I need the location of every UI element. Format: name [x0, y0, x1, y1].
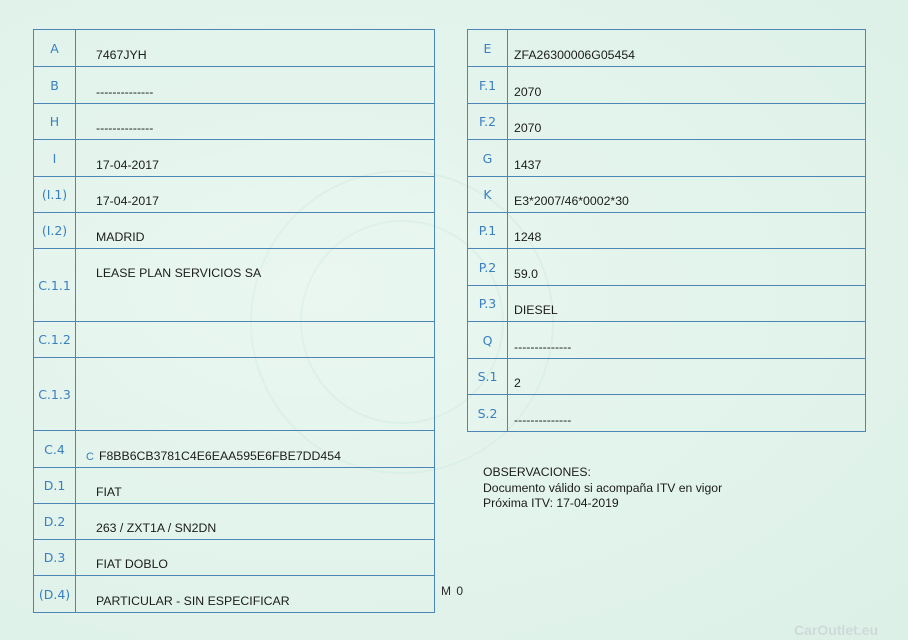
field-code: C.1.2	[34, 322, 76, 358]
field-code: A	[34, 30, 76, 67]
holder-name: LEASE PLAN SERVICIOS SA	[76, 249, 435, 322]
field-value: 263 / ZXT1A / SN2DN	[76, 504, 435, 540]
field-code: C.4	[34, 431, 76, 468]
watermark-logo: CarOutlet.eu	[793, 622, 878, 638]
right-registration-table	[467, 29, 866, 432]
field-value: --------------	[76, 104, 435, 140]
field-value: 17-04-2017	[76, 140, 435, 177]
observations-title: OBSERVACIONES:	[483, 465, 591, 479]
field-code: P.3	[468, 286, 508, 322]
field-code: (I.1)	[34, 177, 76, 213]
field-value: 2070	[508, 104, 866, 140]
field-value: 2070	[508, 67, 866, 104]
field-value: DIESEL	[508, 286, 866, 322]
field-code: C.1.1	[34, 249, 76, 322]
field-value: MADRID	[76, 213, 435, 249]
left-registration-table	[33, 29, 435, 613]
field-code: S.1	[468, 359, 508, 395]
field-value: 1248	[508, 213, 866, 249]
field-value: 1437	[508, 140, 866, 177]
field-value: FIAT DOBLO	[76, 540, 435, 576]
field-value: 2	[508, 359, 866, 395]
field-code: H	[34, 104, 76, 140]
field-code: S.2	[468, 395, 508, 432]
field-code: D.2	[34, 504, 76, 540]
field-code: F.1	[468, 67, 508, 104]
field-code: G	[468, 140, 508, 177]
field-value: ZFA26300006G05454	[508, 30, 866, 67]
field-code: D.3	[34, 540, 76, 576]
field-code: (I.2)	[34, 213, 76, 249]
code-prefix: C	[86, 451, 94, 463]
field-value	[76, 322, 435, 358]
field-code: F.2	[468, 104, 508, 140]
observations-block	[483, 465, 722, 512]
field-value	[76, 358, 435, 431]
field-code: (D.4)	[34, 576, 76, 613]
field-value: --------------	[508, 395, 866, 432]
next-itv-line: Próxima ITV: 17-04-2019	[483, 496, 619, 510]
field-value	[76, 431, 435, 468]
field-value: PARTICULAR - SIN ESPECIFICAR	[76, 576, 435, 613]
field-code: E	[468, 30, 508, 67]
field-value: E3*2007/46*0002*30	[508, 177, 866, 213]
field-value: 7467JYH	[76, 30, 435, 67]
field-code: Q	[468, 322, 508, 359]
field-code: P.1	[468, 213, 508, 249]
field-value: 59.0	[508, 249, 866, 286]
field-code: C.1.3	[34, 358, 76, 431]
field-code: I	[34, 140, 76, 177]
field-value-text: F8BB6CB3781C4E6EAA595E6FBE7DD454	[98, 449, 341, 463]
field-code: B	[34, 67, 76, 104]
field-code: K	[468, 177, 508, 213]
field-value: --------------	[76, 67, 435, 104]
field-code: P.2	[468, 249, 508, 286]
field-value: FIAT	[76, 468, 435, 504]
mark-code: M 0	[441, 584, 465, 598]
observations-line: Documento válido si acompaña ITV en vigor	[483, 480, 723, 495]
field-value: 17-04-2017	[76, 177, 435, 213]
field-code: D.1	[34, 468, 76, 504]
field-value: --------------	[508, 322, 866, 359]
